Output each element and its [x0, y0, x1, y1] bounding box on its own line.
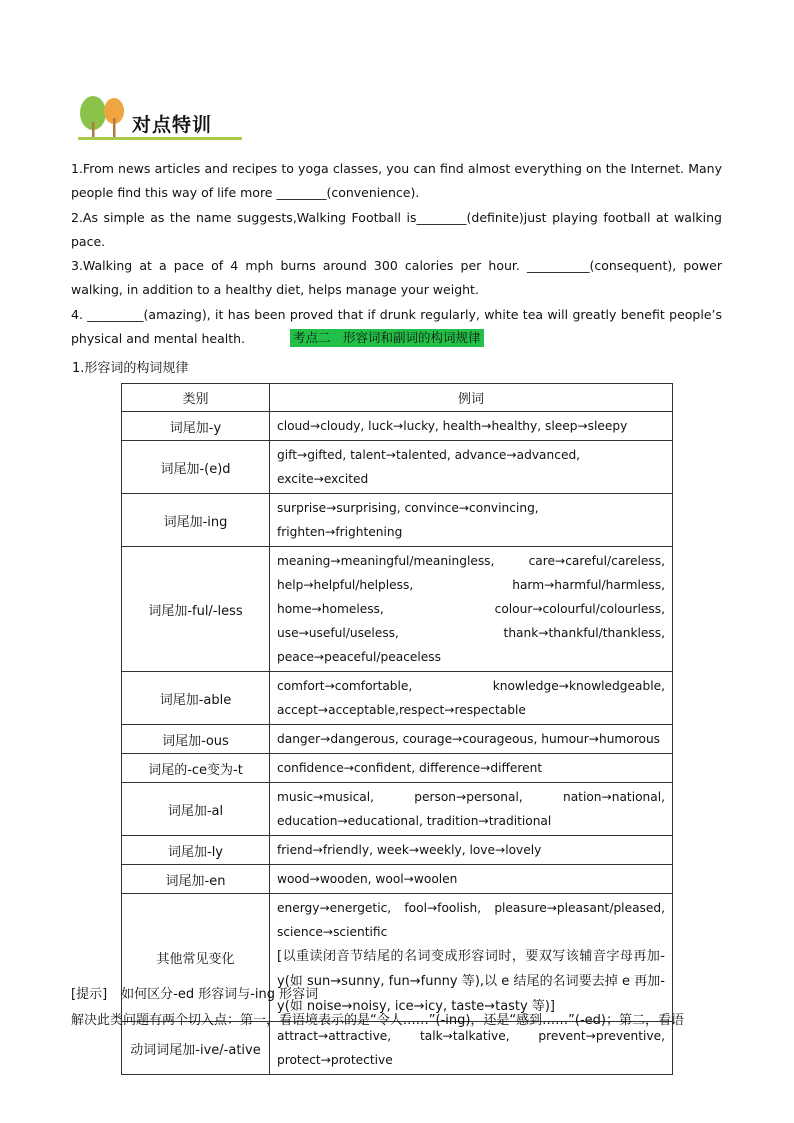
- tree-icon: [76, 96, 130, 142]
- examples-cell: gift→gifted, talent→talented, advance→advanced, excite→excited: [270, 441, 673, 494]
- subheading: 1.形容词的构词规律: [72, 361, 189, 376]
- examples-cell: friend→friendly, week→weekly, love→lovely: [270, 836, 673, 865]
- table-row: [122, 441, 673, 494]
- table-header-row: [122, 384, 673, 412]
- category-cell: 动词词尾加-ive/-ative: [122, 1022, 270, 1075]
- table-row: [122, 783, 673, 836]
- body-paragraph: 解决此类问题有两个切入点：第一，看语境表示的是“令人……”(-ing)，还是“感到……”(-ed)；第二，看语: [71, 1013, 684, 1028]
- table-row: [122, 672, 673, 725]
- category-cell: 其他常见变化: [122, 894, 270, 1022]
- category-cell: 词尾加-ous: [122, 725, 270, 754]
- banner-underline: [78, 137, 242, 140]
- examples-cell: wood→wooden, wool→woolen: [270, 865, 673, 894]
- examples-cell: meaning→meaningful/meaningless, care→careful/careless, help→helpful/helpless, harm→harmful/harmless, home→homeless, colour→colourful/colourless, use→useful/useless, thank→thankful/thankless, peace→peaceful/peaceless: [270, 547, 673, 672]
- examples-cell: confidence→confident, difference→different: [270, 754, 673, 783]
- category-cell: 词尾的-ce变为-t: [122, 754, 270, 783]
- category-cell: 词尾加-ing: [122, 494, 270, 547]
- examples-cell: [270, 894, 673, 1022]
- exercise-item: 2.As simple as the name suggests,Walking Football is________(definite)just playing football at walking pace.: [71, 209, 722, 249]
- examples-cell: cloud→cloudy, luck→lucky, health→healthy, sleep→sleepy: [270, 412, 673, 441]
- category-cell: 词尾加-(e)d: [122, 441, 270, 494]
- tip-line: [71, 983, 318, 1002]
- page-title: 对点特训: [132, 114, 213, 136]
- section-banner: [74, 96, 244, 144]
- exercise-item: 3.Walking at a pace of 4 mph burns around 300 calories per hour. __________(consequent), power walking, in addition to a healthy diet, helps manage your weight.: [71, 258, 722, 298]
- column-header: 例词: [270, 384, 673, 412]
- examples-cell: danger→dangerous, courage→courageous, humour→humorous: [270, 725, 673, 754]
- table-row: [122, 865, 673, 894]
- column-header: 类别: [122, 384, 270, 412]
- tip-label: [提示]: [71, 987, 108, 1002]
- category-cell: 词尾加-ly: [122, 836, 270, 865]
- doubling-rule-note: [以重读闭音节结尾的名词变成形容词时，要双写该辅音字母再加-y(如 sun→sunny, fun→funny 等),以 e 结尾的名词要去掉 e 再加-y(如 noise→noisy, ice→icy, taste→tasty 等)]: [277, 949, 665, 1014]
- category-cell: 词尾加-al: [122, 783, 270, 836]
- examples-text: energy→energetic, fool→foolish, pleasure→pleasant/pleased, science→scientific: [277, 901, 665, 939]
- exercise-item: 1.From news articles and recipes to yoga classes, you can find almost everything on the Internet. Many people find this way of life more ________(convenience).: [71, 161, 722, 201]
- examples-cell: music→musical, person→personal, nation→national, education→educational, tradition→traditional: [270, 783, 673, 836]
- tip-text: 如何区分-ed 形容词与-ing 形容词: [121, 987, 319, 1002]
- table-row: [122, 547, 673, 672]
- table-row: [122, 754, 673, 783]
- table-row: [122, 1022, 673, 1075]
- examples-cell: comfort→comfortable, knowledge→knowledgeable, accept→acceptable,respect→respectable: [270, 672, 673, 725]
- section-label: 考点二 形容词和副词的构词规律: [290, 329, 484, 347]
- examples-cell: attract→attractive, talk→talkative, prevent→preventive, protect→protective: [270, 1022, 673, 1075]
- table-row: [122, 725, 673, 754]
- category-cell: 词尾加-en: [122, 865, 270, 894]
- examples-cell: surprise→surprising, convince→convincing, frighten→frightening: [270, 494, 673, 547]
- category-cell: 词尾加-y: [122, 412, 270, 441]
- word-formation-table: [121, 383, 673, 1075]
- category-cell: 词尾加-ful/-less: [122, 547, 270, 672]
- table-row: [122, 894, 673, 1022]
- exercise-item: 4. _________(amazing), it has been proved that if drunk regularly, white tea will greatly benefit people’s physical and mental health.: [71, 306, 722, 347]
- category-cell: 词尾加-able: [122, 672, 270, 725]
- table-row: [122, 494, 673, 547]
- table-row: [122, 412, 673, 441]
- exercise-list: [71, 157, 722, 351]
- table-row: [122, 836, 673, 865]
